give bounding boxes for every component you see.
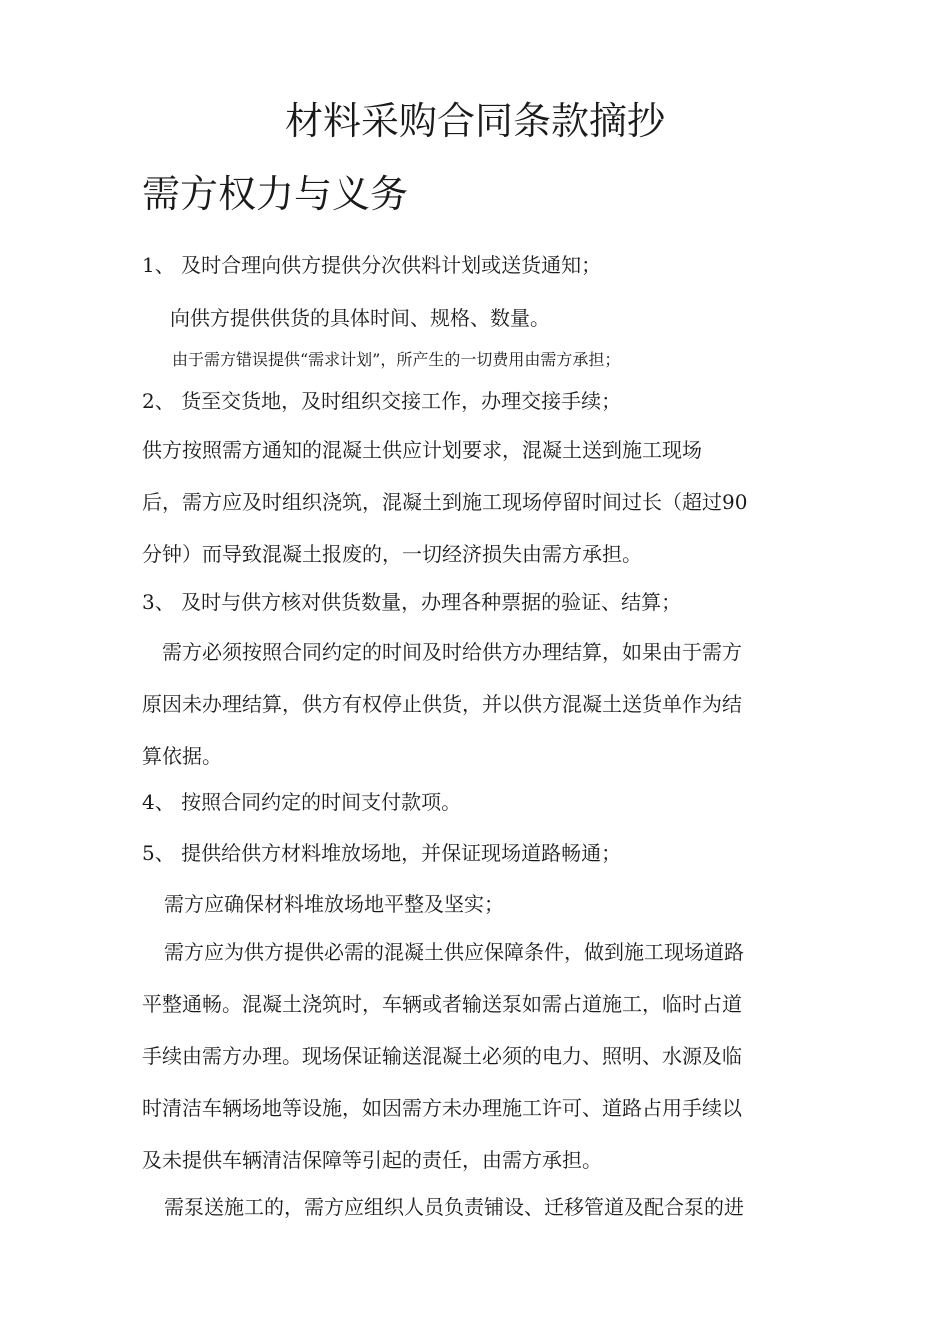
item-2-heading: 2、 货至交货地，及时组织交接工作，办理交接手续； [142,389,622,413]
item-1-sub1: 向供方提供供货的具体时间、规格、数量。 [170,306,550,330]
paragraph-line: 分钟）而导致混凝土报废的，一切经济损失由需方承担。 [142,542,642,566]
paragraph-line: 手续由需方办理。现场保证输送混凝土必须的电力、照明、水源及临 [142,1044,742,1068]
paragraph-line: 及未提供车辆清洁保障等引起的责任，由需方承担。 [142,1148,602,1172]
item-3-paragraph [142,626,818,782]
item-3-heading: 3、 及时与供方核对供货数量，办理各种票据的验证、结算； [142,590,682,614]
paragraph-line: 供方按照需方通知的混凝土供应计划要求，混凝土送到施工现场 [142,438,702,462]
item-1-heading: 1、 及时合理向供方提供分次供料计划或送货通知； [142,253,602,277]
paragraph-line: 时清洁车辆场地等设施，如因需方未办理施工许可、道路占用手续以 [142,1096,742,1120]
item-5-last-line: 需泵送施工的，需方应组织人员负责铺设、迁移管道及配合泵的进 [164,1195,744,1219]
item-5-paragraph [142,926,818,1186]
paragraph-line: 原因未办理结算，供方有权停止供货，并以供方混凝土送货单作为结 [142,692,742,716]
paragraph-line: 平整通畅。混凝土浇筑时，车辆或者输送泵如需占道施工，临时占道 [142,992,742,1016]
document-title: 材料采购合同条款摘抄 [284,99,665,143]
item-2-paragraph [142,424,818,580]
item-1-sub2: 由于需方错误提供“需求计划”，所产生的一切费用由需方承担； [172,350,621,369]
paragraph-line: 后，需方应及时组织浇筑，混凝土到施工现场停留时间过长（超过90 [142,490,748,514]
item-5-heading: 5、 提供给供方材料堆放场地，并保证现场道路畅通； [142,841,622,865]
paragraph-line: 需方应为供方提供必需的混凝土供应保障条件，做到施工现场道路 [164,940,744,964]
section-title: 需方权力与义务 [142,172,409,216]
item-5-sub1: 需方应确保材料堆放场地平整及坚实； [164,892,504,916]
paragraph-line: 需方必须按照合同约定的时间及时给供方办理结算，如果由于需方 [162,640,742,664]
paragraph-line: 算依据。 [142,744,222,768]
item-4-heading: 4、 按照合同约定的时间支付款项。 [142,790,462,814]
